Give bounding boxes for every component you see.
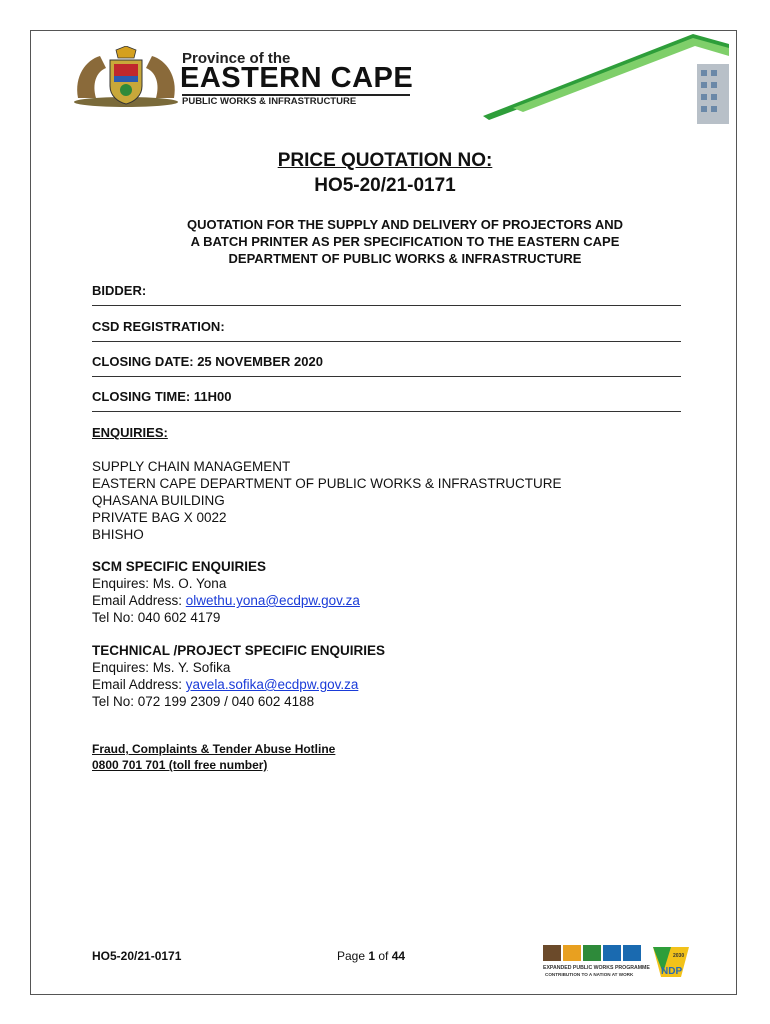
technical-heading: TECHNICAL /PROJECT SPECIFIC ENQUIRIES	[92, 643, 386, 658]
closing-time-label: CLOSING TIME: 11H00	[92, 389, 232, 404]
province-label: Province of the	[182, 50, 291, 67]
page-current: 1	[368, 949, 376, 963]
scm-email-label: Email Address:	[92, 593, 186, 608]
bidder-field	[92, 283, 681, 306]
bidder-label: BIDDER:	[92, 283, 147, 298]
scm-heading: SCM SPECIFIC ENQUIRIES	[92, 559, 267, 574]
address-line: PRIVATE BAG X 0022	[92, 510, 227, 525]
epwp-ndp-logo-icon	[543, 943, 689, 979]
subject-line-1: QUOTATION FOR THE SUPPLY AND DELIVERY OF PROJECTORS AND	[186, 217, 624, 232]
coat-of-arms-icon	[70, 46, 182, 108]
page-of: of	[375, 949, 392, 963]
technical-email-label: Email Address:	[92, 677, 186, 692]
ndp-text: NDP	[661, 966, 683, 977]
hotline-number: 0800 701 701 (toll free number)	[92, 758, 268, 772]
ndp-year: 2030	[673, 953, 685, 959]
technical-contact: Enquires: Ms. Y. Sofika	[92, 660, 231, 675]
scm-tel: Tel No: 040 602 4179	[92, 610, 221, 625]
department-name: PUBLIC WORKS & INFRASTRUCTURE	[182, 96, 357, 107]
page-total: 44	[391, 949, 406, 963]
epwp-text: EXPANDED PUBLIC WORKS PROGRAMME	[543, 965, 650, 971]
enquiries-heading: ENQUIRIES:	[92, 425, 168, 440]
hotline-title: Fraud, Complaints & Tender Abuse Hotline	[92, 742, 336, 756]
quotation-title: PRICE QUOTATION NO:	[277, 150, 493, 171]
scm-contact: Enquires: Ms. O. Yona	[92, 576, 227, 591]
technical-email-row	[92, 676, 385, 693]
address-line: QHASANA BUILDING	[92, 493, 225, 508]
address-line: SUPPLY CHAIN MANAGEMENT	[92, 459, 291, 474]
page-prefix: Page	[337, 949, 369, 963]
subject-line-3: DEPARTMENT OF PUBLIC WORKS & INFRASTRUCTURE	[228, 251, 582, 266]
quotation-subject	[130, 216, 680, 267]
technical-tel: Tel No: 072 199 2309 / 040 602 4188	[92, 694, 315, 709]
province-logo	[70, 46, 415, 112]
technical-enquiries	[92, 642, 385, 710]
enquiries-address	[92, 458, 562, 543]
scm-email-row	[92, 592, 360, 609]
scm-enquiries	[92, 558, 360, 626]
quotation-number: HO5-20/21-0171	[314, 175, 456, 196]
technical-email-link[interactable]: yavela.sofika@ecdpw.gov.za	[185, 677, 359, 692]
fraud-hotline	[92, 741, 335, 773]
closing-time-field	[92, 389, 681, 412]
footer-reference: HO5-20/21-0171	[92, 949, 182, 963]
closing-date-label: CLOSING DATE: 25 NOVEMBER 2020	[92, 354, 323, 369]
green-roof-building-icon	[483, 34, 729, 124]
csd-registration-field	[92, 319, 681, 342]
address-line: BHISHO	[92, 527, 144, 542]
closing-date-field	[92, 354, 681, 377]
subject-line-2: A BATCH PRINTER AS PER SPECIFICATION TO THE EASTERN CAPE	[190, 234, 620, 249]
epwp-tagline: CONTRIBUTION TO A NATION AT WORK	[545, 972, 634, 977]
page-number	[337, 949, 405, 963]
address-line: EASTERN CAPE DEPARTMENT OF PUBLIC WORKS & INFRASTRUCTURE	[92, 476, 562, 491]
province-name: EASTERN CAPE	[180, 62, 414, 94]
csd-registration-label: CSD REGISTRATION:	[92, 319, 225, 334]
scm-email-link[interactable]: olwethu.yona@ecdpw.gov.za	[185, 593, 360, 608]
